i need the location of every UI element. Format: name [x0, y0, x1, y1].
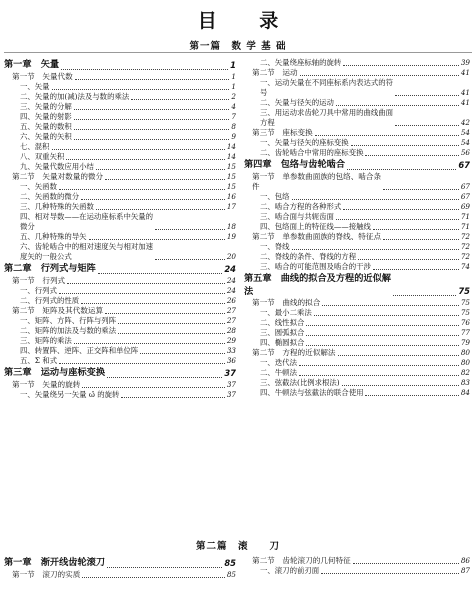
- toc-entry-title: 一、包络: [260, 192, 290, 201]
- leader-dots: [292, 198, 459, 200]
- toc-page-number: 33: [226, 346, 236, 355]
- toc-entry-title: 一、行列式: [20, 286, 57, 295]
- leader-dots: [81, 302, 225, 304]
- toc-entry-title: 四、转置阵、逆阵、正交阵和单位阵: [20, 346, 139, 355]
- toc-entry-title: 三、啮合面与共轭齿面: [260, 212, 334, 221]
- leader-dots: [98, 272, 222, 274]
- toc-page-number: 15: [226, 182, 236, 191]
- toc-section[interactable]: [4, 172, 236, 182]
- leader-dots: [343, 208, 459, 210]
- leader-dots: [306, 344, 458, 346]
- toc-entry-title: 八、双重矢积: [20, 152, 65, 161]
- leader-dots: [343, 64, 459, 66]
- toc-item[interactable]: [244, 212, 470, 222]
- toc-entry-title: 第二节 矩阵及其代数运算: [12, 306, 104, 315]
- leader-dots: [59, 362, 225, 364]
- toc-entry-title: 第二节 矢量对数量的微分: [12, 172, 104, 181]
- toc-page-number: 75: [460, 308, 470, 317]
- toc-page-number: 18: [226, 222, 236, 231]
- toc-page-number: 69: [460, 202, 470, 211]
- toc-page-number: 14: [226, 152, 236, 161]
- toc-item[interactable]: [4, 102, 236, 112]
- toc-item[interactable]: [244, 388, 470, 398]
- leader-dots: [306, 334, 458, 336]
- leader-dots: [300, 74, 459, 76]
- toc-entry-title: 三、啮合的可能范围及啮合的干涉: [260, 262, 371, 271]
- leader-dots: [66, 158, 224, 160]
- toc-section[interactable]: [4, 570, 236, 580]
- toc-item[interactable]: [4, 346, 236, 356]
- toc-item[interactable]: [4, 142, 236, 152]
- toc-entry-title: 三、几种特殊的矢函数: [20, 202, 94, 211]
- toc-page-number: 24: [226, 286, 236, 295]
- toc-item[interactable]: [244, 148, 470, 158]
- toc-page-number: 75: [458, 286, 470, 296]
- toc-item[interactable]: [4, 122, 236, 132]
- leader-dots: [82, 386, 225, 388]
- leader-dots: [131, 98, 229, 100]
- toc-entry-title: 四、相对导数——在运动座标系中矢量的 微分: [20, 212, 154, 231]
- toc-page-number: 80: [460, 348, 470, 357]
- toc-page-number: 7: [231, 112, 236, 121]
- toc-page-number: 41: [460, 88, 470, 97]
- toc-section[interactable]: [244, 172, 470, 192]
- toc-page-number: 29: [226, 336, 236, 345]
- toc-page-number: 24: [224, 264, 236, 274]
- toc-item[interactable]: [4, 286, 236, 296]
- leader-dots: [383, 188, 459, 190]
- toc-page-number: 76: [460, 318, 470, 327]
- toc-page-number: 54: [460, 138, 470, 147]
- leader-dots: [74, 118, 230, 120]
- leader-dots: [292, 248, 459, 250]
- leader-dots: [393, 294, 456, 296]
- toc-item[interactable]: [4, 296, 236, 306]
- toc-page-number: 85: [226, 570, 236, 579]
- toc-entry-title: 第二节 方程的近似解法: [252, 348, 336, 357]
- toc-chapter[interactable]: [244, 158, 470, 172]
- toc-column-bottom-left: [4, 556, 236, 580]
- toc-page-number: 71: [460, 212, 470, 221]
- leader-dots: [121, 396, 224, 398]
- toc-page-number: 82: [460, 368, 470, 377]
- toc-page-number: 80: [460, 358, 470, 367]
- toc-page-number: 8: [231, 122, 236, 131]
- toc-item[interactable]: [244, 192, 470, 202]
- toc-entry-title: 二、矢量绕座标轴的旋转: [260, 58, 342, 67]
- toc-chapter[interactable]: [4, 366, 236, 380]
- leader-dots: [373, 268, 459, 270]
- toc-chapter[interactable]: [244, 272, 470, 298]
- toc-item[interactable]: [244, 358, 470, 368]
- toc-item[interactable]: [4, 316, 236, 326]
- toc-page-number: 37: [226, 390, 236, 399]
- leader-dots: [96, 208, 225, 210]
- toc-entry-title: 第一节 曲线的拟合: [252, 298, 321, 307]
- toc-section[interactable]: [244, 232, 470, 242]
- toc-entry-title: 二、啮合方程的各种形式: [260, 202, 342, 211]
- toc-entry-title: 五、Σ 和式: [20, 356, 58, 365]
- toc-entry-title: 三、矢量的分解: [20, 102, 72, 111]
- toc-item[interactable]: [4, 326, 236, 336]
- leader-dots: [52, 148, 225, 150]
- toc-page-number: 9: [231, 132, 236, 141]
- toc-entry-title: 二、矩阵的加法及与数的乘法: [20, 326, 117, 335]
- toc-item[interactable]: [244, 308, 470, 318]
- toc-item[interactable]: [4, 132, 236, 142]
- toc-page-number: 37: [224, 368, 236, 378]
- toc-page-number: 1: [230, 60, 236, 70]
- toc-section[interactable]: [244, 348, 470, 358]
- toc-section[interactable]: [4, 276, 236, 286]
- toc-item[interactable]: [4, 182, 236, 192]
- toc-page-number: 83: [460, 378, 470, 387]
- toc-item[interactable]: [4, 192, 236, 202]
- toc-entry-title: 四、包络面上的特征线——接触线: [260, 222, 371, 231]
- toc-page-number: 72: [460, 232, 470, 241]
- toc-item[interactable]: [4, 92, 236, 102]
- leader-dots: [306, 324, 458, 326]
- leader-dots: [74, 342, 225, 344]
- toc-entry-title: 九、矢量代数应用小结: [20, 162, 94, 171]
- toc-entry-title: 第二章 行列式与矩阵: [4, 263, 96, 274]
- toc-entry-title: 四、椭圆拟合: [260, 338, 305, 347]
- toc-entry-title: 一、矢函数: [20, 182, 57, 191]
- toc-entry-title: 五、矢量的数积: [20, 122, 72, 131]
- toc-page-number: 74: [460, 262, 470, 271]
- leader-dots: [140, 352, 225, 354]
- toc-entry-title: 第一章 矢量: [4, 59, 60, 70]
- toc-section[interactable]: [244, 556, 470, 566]
- toc-item[interactable]: [244, 242, 470, 252]
- toc-entry-title: 第一章 渐开线齿轮滚刀: [4, 557, 106, 568]
- leader-dots: [52, 88, 230, 90]
- toc-page-number: 19: [226, 232, 236, 241]
- leader-dots: [107, 566, 222, 568]
- toc-page-number: 56: [460, 148, 470, 157]
- toc-page-number: 28: [226, 326, 236, 335]
- leader-dots: [299, 364, 459, 366]
- toc-page-number: 71: [460, 222, 470, 231]
- toc-entry-title: 一、迭代法: [260, 358, 297, 367]
- toc-item[interactable]: [244, 338, 470, 348]
- toc-item[interactable]: [4, 112, 236, 122]
- toc-entry-title: 二、矢量的加(减)法及与数的乘法: [20, 92, 130, 101]
- toc-page-number: 72: [460, 252, 470, 261]
- leader-dots: [59, 188, 225, 190]
- toc-column-right: [244, 58, 470, 398]
- leader-dots: [81, 198, 225, 200]
- leader-dots: [314, 314, 459, 316]
- leader-dots: [107, 376, 222, 378]
- toc-entry-title: 二、脊线的条件、脊线的方程: [260, 252, 357, 261]
- leader-dots: [89, 238, 225, 240]
- toc-entry-title: 二、行列式的性质: [20, 296, 80, 305]
- toc-page-number: 86: [460, 556, 470, 565]
- leader-dots: [336, 104, 459, 106]
- leader-dots: [315, 134, 459, 136]
- toc-entry-title: 第二节 单参数曲面族的脊线、特征点: [252, 232, 382, 241]
- toc-entry-title: 一、矢量绕另一矢量 ω̂ 的旋转: [20, 390, 120, 399]
- toc-page-number: 20: [226, 252, 236, 261]
- toc-section[interactable]: [244, 68, 470, 78]
- toc-entry-title: 第三节 座标变换: [252, 128, 313, 137]
- toc-chapter[interactable]: [4, 58, 236, 72]
- toc-entry-title: 第二节 齿轮滚刀的几何特征: [252, 556, 351, 565]
- toc-entry-title: 三、弦截法(比例求根法): [260, 378, 340, 387]
- toc-item[interactable]: [4, 242, 236, 262]
- toc-entry-title: 二、牛顿法: [260, 368, 297, 377]
- leader-dots: [342, 384, 459, 386]
- toc-section[interactable]: [244, 298, 470, 308]
- leader-dots: [75, 78, 230, 80]
- toc-entry-title: 第四章 包络与齿轮啮合: [244, 159, 346, 170]
- toc-page-number: 27: [226, 306, 236, 315]
- toc-section[interactable]: [4, 72, 236, 82]
- toc-item[interactable]: [244, 252, 470, 262]
- leader-dots: [155, 258, 225, 260]
- toc-item[interactable]: [244, 78, 470, 98]
- leader-dots: [365, 154, 458, 156]
- leader-dots: [321, 572, 459, 574]
- toc-page-number: 15: [226, 162, 236, 171]
- toc-entry-title: 第一节 单参数曲面族的包络、啮合条 件: [252, 172, 382, 191]
- leader-dots: [395, 124, 459, 126]
- toc-chapter[interactable]: [4, 556, 236, 570]
- toc-entry-title: 四、矢量的射影: [20, 112, 72, 121]
- toc-column-bottom-right: [244, 556, 470, 576]
- leader-dots: [395, 94, 459, 96]
- toc-entry-title: 六、齿轮啮合中的相对速度矢与相对加速 度矢的一般公式: [20, 242, 154, 261]
- toc-item[interactable]: [4, 336, 236, 346]
- toc-page-number: 17: [226, 202, 236, 211]
- leader-dots: [347, 168, 456, 170]
- toc-item[interactable]: [244, 566, 470, 576]
- leader-dots: [118, 332, 225, 334]
- toc-page-number: 26: [226, 296, 236, 305]
- leader-dots: [82, 576, 225, 578]
- toc-item[interactable]: [244, 98, 470, 108]
- leader-dots: [299, 374, 459, 376]
- toc-item[interactable]: [4, 82, 236, 92]
- toc-page-number: 4: [231, 102, 236, 111]
- part-title-2: 第二篇 滚 刀: [195, 541, 280, 552]
- toc-page-number: 85: [224, 558, 236, 568]
- leader-dots: [74, 128, 230, 130]
- toc-item[interactable]: [244, 318, 470, 328]
- toc-item[interactable]: [244, 108, 470, 128]
- toc-page-number: 41: [460, 68, 470, 77]
- toc-column-left: [4, 58, 236, 400]
- toc-entry-title: 六、矢量的矢积: [20, 132, 72, 141]
- toc-item[interactable]: [4, 152, 236, 162]
- toc-page-number: 37: [226, 380, 236, 389]
- leader-dots: [338, 354, 459, 356]
- toc-entry-title: 三、用运动求齿轮刀具中常用的曲线曲面 方程: [260, 108, 394, 127]
- toc-page-number: 24: [226, 276, 236, 285]
- toc-item[interactable]: [244, 378, 470, 388]
- leader-dots: [336, 218, 459, 220]
- toc-section[interactable]: [4, 306, 236, 316]
- leader-dots: [118, 322, 225, 324]
- toc-entry-title: 第一节 矢量的旋转: [12, 380, 81, 389]
- toc-page-number: 39: [460, 58, 470, 67]
- toc-item[interactable]: [4, 162, 236, 172]
- toc-section[interactable]: [4, 380, 236, 390]
- leader-dots: [105, 312, 225, 314]
- toc-item[interactable]: [4, 390, 236, 400]
- toc-entry-title: 七、混积: [20, 142, 50, 151]
- toc-item[interactable]: [244, 138, 470, 148]
- toc-page-number: 14: [226, 142, 236, 151]
- toc-entry-title: 三、矩阵的乘法: [20, 336, 72, 345]
- toc-item[interactable]: [4, 356, 236, 366]
- toc-entry-title: 二、矢量与径矢的运动: [260, 98, 334, 107]
- leader-dots: [373, 228, 459, 230]
- toc-item[interactable]: [244, 368, 470, 378]
- toc-entry-title: 第二节 运动: [252, 68, 298, 77]
- toc-entry-title: 二、齿轮啮合中常用的座标变换: [260, 148, 364, 157]
- leader-dots: [358, 258, 459, 260]
- toc-entry-title: 第五章 曲线的拟合及方程的近似解 法: [244, 273, 391, 297]
- toc-entry-title: 一、滚刀的前刃面: [260, 566, 320, 575]
- leader-dots: [155, 228, 225, 230]
- leader-dots: [74, 108, 230, 110]
- toc-page-number: 87: [460, 566, 470, 575]
- toc-item[interactable]: [4, 232, 236, 242]
- toc-page-number: 2: [231, 92, 236, 101]
- leader-dots: [61, 68, 228, 70]
- leader-dots: [59, 292, 225, 294]
- toc-page-number: 16: [226, 192, 236, 201]
- toc-page-number: 15: [226, 172, 236, 181]
- leader-dots: [96, 168, 225, 170]
- toc-entry-title: 一、矢量: [20, 82, 50, 91]
- leader-dots: [105, 178, 225, 180]
- divider: [4, 52, 472, 53]
- toc-item[interactable]: [244, 202, 470, 212]
- toc-entry-title: 一、最小二乘法: [260, 308, 312, 317]
- leader-dots: [365, 394, 458, 396]
- toc-item[interactable]: [4, 202, 236, 212]
- toc-page-number: 54: [460, 128, 470, 137]
- leader-dots: [351, 144, 459, 146]
- toc-page-number: 84: [460, 388, 470, 397]
- toc-page-number: 77: [460, 328, 470, 337]
- toc-page-number: 72: [460, 242, 470, 251]
- toc-chapter[interactable]: [4, 262, 236, 276]
- toc-entry-title: 一、矢量与径矢的座标变换: [260, 138, 349, 147]
- part-title-1: 第一篇 数 学 基 础: [189, 41, 287, 52]
- toc-entry-title: 五、几种特殊的导矢: [20, 232, 87, 241]
- toc-entry-title: 一、矩阵、方阵、行阵与列阵: [20, 316, 117, 325]
- toc-entry-title: 一、脊线: [260, 242, 290, 251]
- toc-entry-title: 第一节 滚刀的实质: [12, 570, 81, 579]
- toc-page-number: 75: [460, 298, 470, 307]
- toc-page-number: 67: [458, 160, 470, 170]
- toc-entry-title: 二、矢函数的微分: [20, 192, 80, 201]
- toc-item[interactable]: [4, 212, 236, 232]
- toc-entry-title: 二、线性拟合: [260, 318, 305, 327]
- page-title: 目 录: [197, 10, 297, 32]
- toc-page-number: 67: [460, 182, 470, 191]
- leader-dots: [353, 562, 459, 564]
- toc-item[interactable]: [244, 262, 470, 272]
- toc-page-number: 67: [460, 192, 470, 201]
- toc-entry-title: 一、运动矢量在不同座标系内表达式的符 号: [260, 78, 394, 97]
- toc-entry-title: 三、圆弧拟合: [260, 328, 305, 337]
- toc-page-number: 1: [231, 72, 236, 81]
- toc-page-number: 36: [226, 356, 236, 365]
- toc-item[interactable]: [244, 58, 470, 68]
- leader-dots: [322, 304, 459, 306]
- toc-entry-title: 第一节 行列式: [12, 276, 66, 285]
- leader-dots: [74, 138, 230, 140]
- toc-section[interactable]: [244, 128, 470, 138]
- toc-entry-title: 第一节 矢量代数: [12, 72, 73, 81]
- toc-item[interactable]: [244, 222, 470, 232]
- toc-page-number: 79: [460, 338, 470, 347]
- toc-page-number: 42: [460, 118, 470, 127]
- toc-entry-title: 第三章 运动与座标变换: [4, 367, 106, 378]
- leader-dots: [383, 238, 459, 240]
- toc-page-number: 41: [460, 98, 470, 107]
- toc-page-number: 1: [231, 82, 236, 91]
- toc-item[interactable]: [244, 328, 470, 338]
- leader-dots: [67, 282, 225, 284]
- toc-entry-title: 四、牛顿法与弦截法的联合使用: [260, 388, 364, 397]
- toc-page-number: 27: [226, 316, 236, 325]
